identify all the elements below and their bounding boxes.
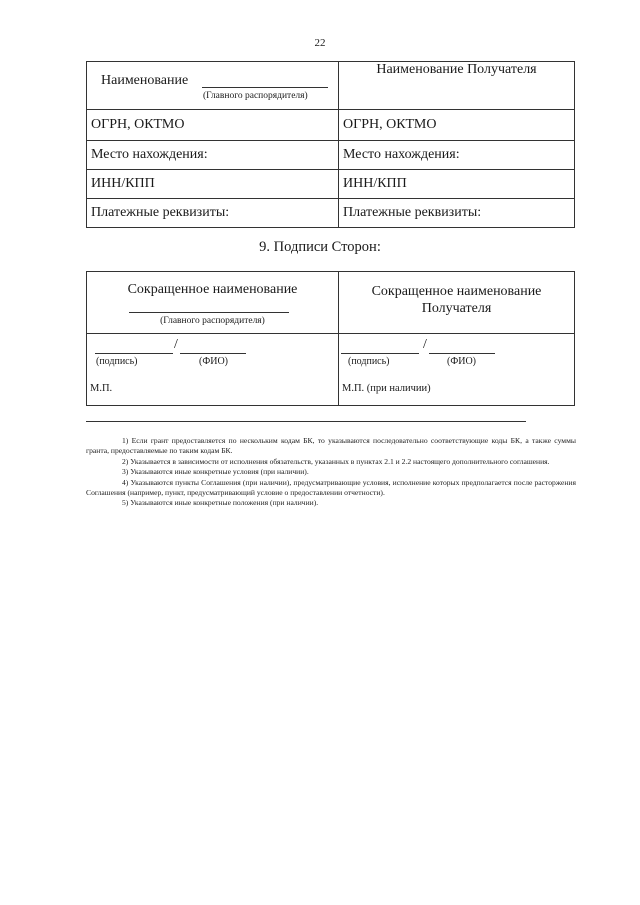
recipient-inn-cell: ИНН/КПП <box>339 170 575 199</box>
grantor-stamp-label: М.П. <box>90 383 113 394</box>
grantor-signature-line <box>95 353 173 354</box>
grantor-name-label: Наименование <box>101 73 189 88</box>
grantor-signature-cell <box>87 334 339 406</box>
footnote-item: 2) Указывается в зависимости от исполнения обязательств, указанных в пунктах 2.1 и 2.2 настоящего дополнительного соглашения. <box>122 456 550 466</box>
recipient-location-cell: Место нахождения: <box>339 141 575 170</box>
requisites-row <box>87 170 575 199</box>
page-number: 22 <box>314 37 326 49</box>
recipient-signature-label: (подпись) <box>348 356 390 367</box>
grantor-fio-label: (ФИО) <box>199 356 229 367</box>
recipient-stamp-label: М.П. (при наличии) <box>342 383 431 394</box>
recipient-payment-cell: Платежные реквизиты: <box>339 199 575 228</box>
recipient-short-name-line1: Сокращенное наименование <box>371 284 542 299</box>
grantor-name-cell <box>87 62 339 110</box>
requisites-table <box>86 61 575 228</box>
grantor-signature-label: (подпись) <box>96 356 138 367</box>
grantor-short-name-sublabel: (Главного распорядителя) <box>160 316 265 326</box>
footnote-item: 3) Указываются иные конкретные условия (при наличии). <box>122 467 309 477</box>
grantor-inn-cell: ИНН/КПП <box>87 170 339 199</box>
footnote-item: 5) Указываются иные конкретные положения (при наличии). <box>122 498 319 508</box>
grantor-name-blank-line <box>202 87 328 88</box>
recipient-name-cell <box>339 62 575 110</box>
requisites-row <box>87 110 575 141</box>
footnote-item: 1) Если грант предоставляется по нескольким кодам БК, то указываются последовательно соответствующие коды БК, а также суммы гранта, предоставляемые по таким кодам БК. <box>86 436 576 456</box>
recipient-separator-slash: / <box>423 337 427 352</box>
grantor-payment-cell: Платежные реквизиты: <box>87 199 339 228</box>
signatures-sign-row <box>87 334 575 406</box>
requisites-row <box>87 199 575 228</box>
recipient-signature-line <box>341 353 419 354</box>
signatures-header-row <box>87 272 575 334</box>
recipient-signature-cell <box>339 334 575 406</box>
signatures-table <box>86 271 575 406</box>
recipient-short-name-cell <box>339 272 575 334</box>
footnotes <box>86 436 576 509</box>
requisites-header-row <box>87 62 575 110</box>
grantor-short-name-blank-line <box>129 312 289 313</box>
recipient-ogrn-cell: ОГРН, ОКТМО <box>339 110 575 141</box>
grantor-separator-slash: / <box>174 337 178 352</box>
grantor-ogrn-cell: ОГРН, ОКТМО <box>87 110 339 141</box>
recipient-fio-label: (ФИО) <box>447 356 477 367</box>
recipient-fio-line <box>429 353 495 354</box>
recipient-name-label: Наименование Получателя <box>376 62 537 77</box>
grantor-location-cell: Место нахождения: <box>87 141 339 170</box>
grantor-short-name-cell <box>87 272 339 334</box>
grantor-name-sublabel: (Главного распорядителя) <box>203 91 308 101</box>
grantor-fio-line <box>180 353 246 354</box>
grantor-short-name-label: Сокращенное наименование <box>127 282 298 297</box>
requisites-row <box>87 141 575 170</box>
footnote-separator <box>86 421 526 422</box>
footnote-item: 4) Указываются пункты Соглашения (при наличии), предусматривающие условия, исполнение которых предполагается после расторжения Соглашения (например, пункт, предусматривающий условие о предоставлении отчетности). <box>86 477 576 498</box>
recipient-short-name-line2: Получателя <box>421 301 492 316</box>
signatures-section-title: 9. Подписи Сторон: <box>259 239 381 255</box>
